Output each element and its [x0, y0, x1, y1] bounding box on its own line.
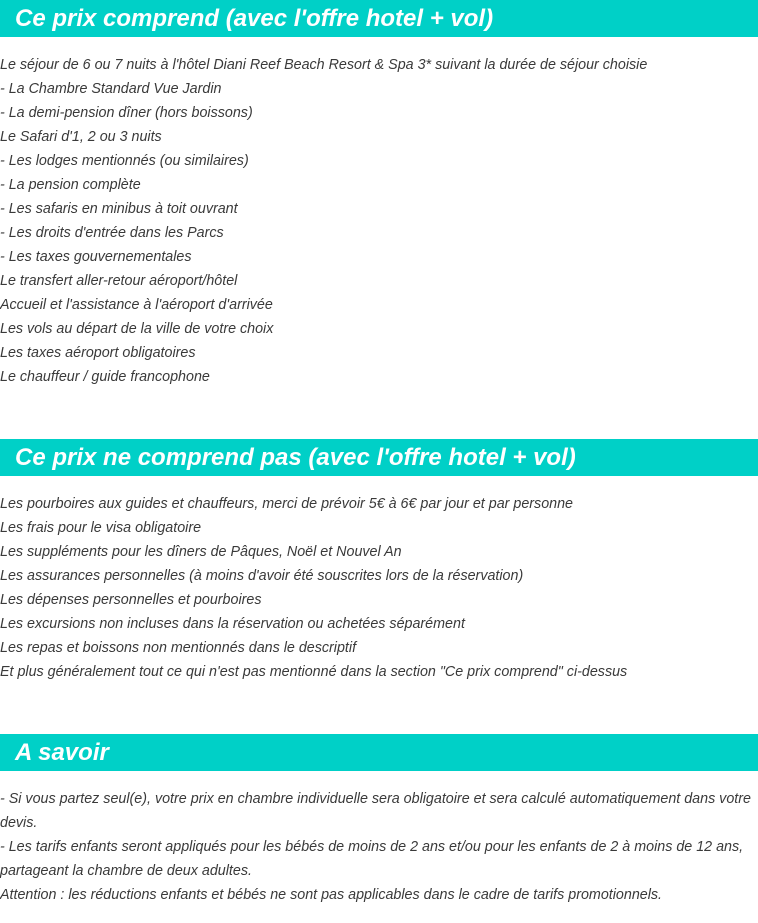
list-item: - La demi-pension dîner (hors boissons) — [0, 105, 253, 121]
list-item: Les suppléments pour les dîners de Pâques, Noël et Nouvel An — [0, 544, 402, 560]
list-item: Les excursions non incluses dans la réservation ou achetées séparément — [0, 616, 465, 632]
list-item: Les pourboires aux guides et chauffeurs, merci de prévoir 5€ à 6€ par jour et par personne — [0, 496, 574, 512]
list-item: Accueil et l'assistance à l'aéroport d'arrivée — [0, 297, 273, 313]
list-item: Le chauffeur / guide francophone — [0, 369, 210, 385]
section-title-included: Ce prix comprend (avec l'offre hotel + vol) — [0, 0, 758, 37]
list-item: - Les safaris en minibus à toit ouvrant — [0, 201, 238, 217]
list-item: Les repas et boissons non mentionnés dans le descriptif — [0, 640, 357, 656]
good-to-know-list — [0, 787, 758, 907]
list-item: - Les lodges mentionnés (ou similaires) — [0, 153, 249, 169]
list-item: - Si vous partez seul(e), votre prix en chambre individuelle sera obligatoire et sera calculé automatiquement dans votre devis. — [0, 791, 751, 831]
list-item: Et plus généralement tout ce qui n'est pas mentionné dans la section "Ce prix comprend" ci-dessus — [0, 664, 628, 680]
list-item: Le Safari d'1, 2 ou 3 nuits — [0, 129, 162, 145]
list-item: Attention : les réductions enfants et bébés ne sont pas applicables dans le cadre de tarifs promotionnels. — [0, 887, 663, 903]
section-title-not-included: Ce prix ne comprend pas (avec l'offre hotel + vol) — [0, 439, 758, 476]
list-item: Le séjour de 6 ou 7 nuits à l'hôtel Diani Reef Beach Resort & Spa 3* suivant la durée de séjour choisie — [0, 57, 648, 73]
list-item: Le transfert aller-retour aéroport/hôtel — [0, 273, 238, 289]
not-included-list — [0, 492, 758, 684]
list-item: Les assurances personnelles (à moins d'avoir été souscrites lors de la réservation) — [0, 568, 524, 584]
list-item: Les taxes aéroport obligatoires — [0, 345, 196, 361]
list-item: - Les taxes gouvernementales — [0, 249, 192, 265]
section-title-good-to-know: A savoir — [0, 734, 758, 771]
list-item: Les dépenses personnelles et pourboires — [0, 592, 262, 608]
list-item: Les frais pour le visa obligatoire — [0, 520, 202, 536]
list-item: Les vols au départ de la ville de votre choix — [0, 321, 274, 337]
list-item: - La Chambre Standard Vue Jardin — [0, 81, 222, 97]
list-item: - Les droits d'entrée dans les Parcs — [0, 225, 224, 241]
list-item: - La pension complète — [0, 177, 141, 193]
included-list — [0, 53, 758, 389]
list-item: - Les tarifs enfants seront appliqués pour les bébés de moins de 2 ans et/ou pour les enfants de 2 à moins de 12 ans, partageant la chambre de deux adultes. — [0, 839, 744, 879]
